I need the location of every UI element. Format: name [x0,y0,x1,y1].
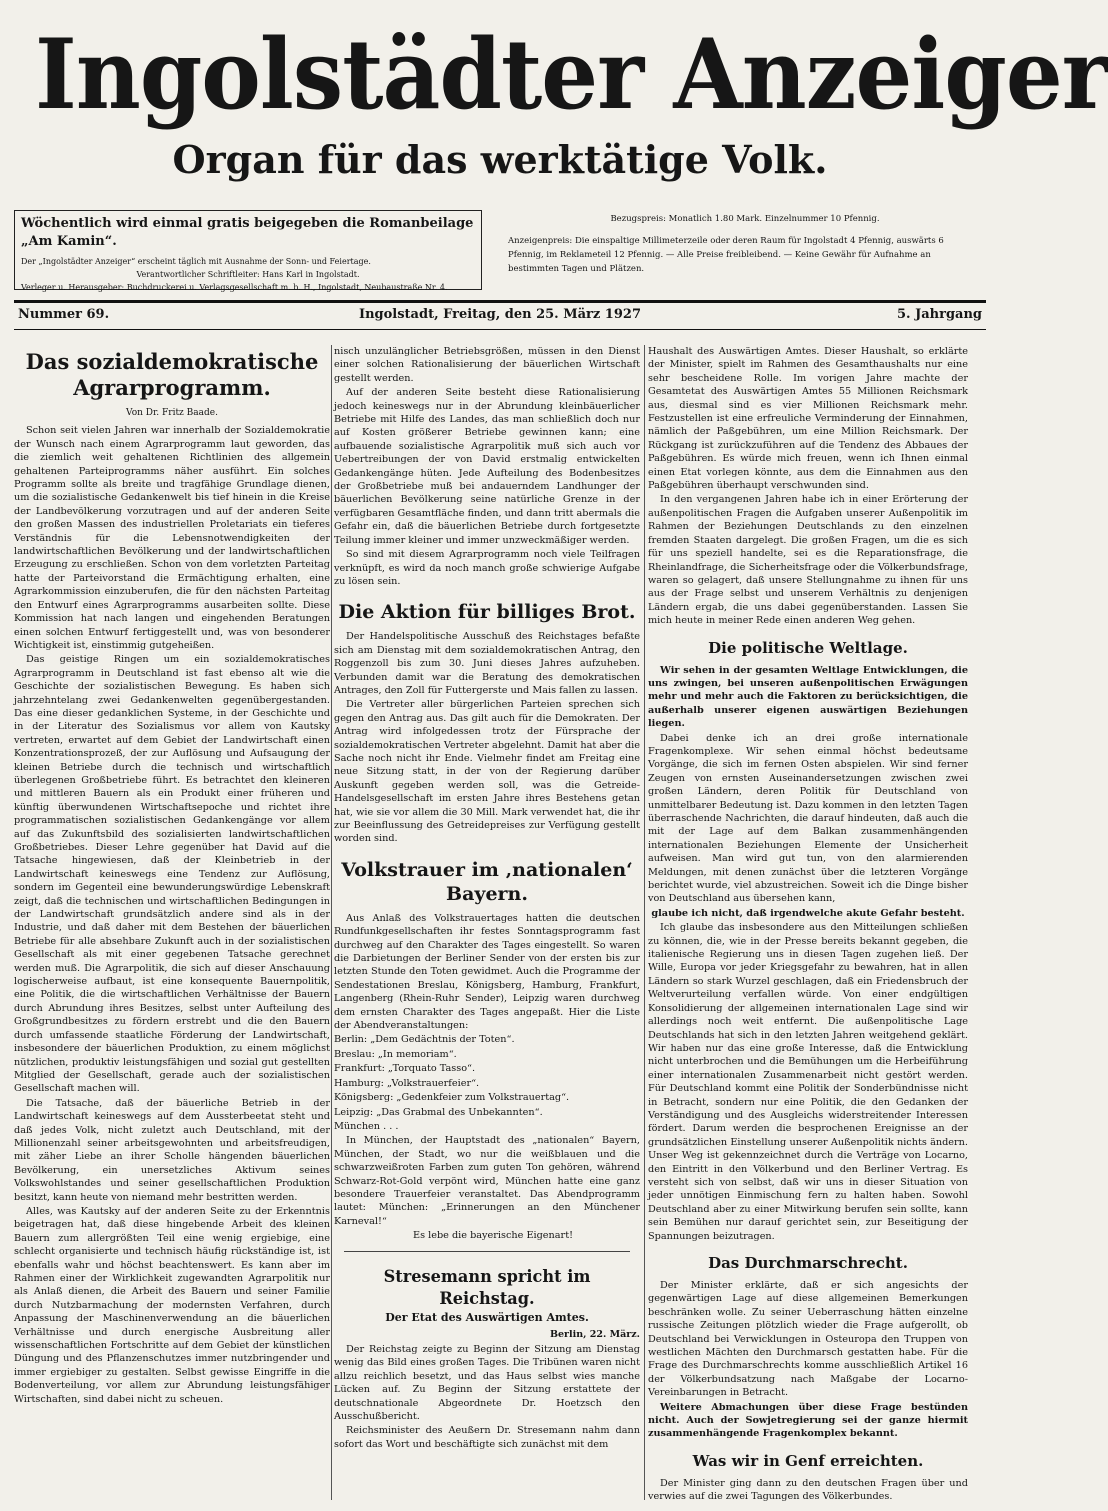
column-2 [334,345,640,1505]
article-paragraph: Der Minister erklärte, daß er sich angesichts der gegenwärtigen Lage auf diese allgemeinen Bemerkungen beschränken wolle. Zu seiner Ueberraschung hätten einzelne russische Zeitungen plötzlich wieder die Frage aufgerollt, ob Deutschland bei Verwicklungen in Osteuropa den Truppen von westlichen Mächten den Durchmarsch gestatten habe. Für die Frage des Durchmarschrechts komme ausschließlich Artikel 16 der Völkerbundsatzung nach Maßgabe der Locarno-Vereinbarungen in Betracht. [648,1280,968,1399]
newspaper-subtitle: Organ für das werktätige Volk. [172,137,828,182]
article-paragraph: Aus Anlaß des Volkstrauertages hatten die deutschen Rundfunkgesellschaften ihr festes Sonntagsprogramm fast durchweg auf den Charakter des Tages eingestellt. So waren die Darbietungen der Berliner Sender von der ersten bis zur letzten Stunde den Toten gewidmet. Auch die Programme der Sendestationen Breslau, Königsberg, Hamburg, Frankfurt, Langenberg (Rhein-Ruhr Sender), Leipzig waren durchweg dem ernsten Charakter des Tages angepaßt. Hier die Liste der Abendveranstaltungen: [334,912,640,1032]
info-box [14,210,482,290]
article-paragraph: Alles, was Kautsky auf der anderen Seite zu der Erkenntnis beigetragen hat, daß diese hingebende Arbeit des kleinen Bauern zum allergrößten Teil eine wenig ergiebige, eine schlecht organisierte und technisch häufig rückständige ist, ist ebenfalls wahr und höchst beachtenswert. Es kann aber im Rahmen einer der Wirklichkeit zugewandten Agrarpolitik nur als Anlaß dienen, die Arbeit des Bauern und seiner Familie durch Nutzbarmachung der modernsten Verfahren, durch Anpassung der Maschinenverwendung an die bäuerlichen Verhältnisse und durch energische Ausbreitung aller wissenschaftlichen Fortschritte auf dem Gebiet der künstlichen Düngung und des Pflanzenschutzes immer nutzbringender und immer ergiebiger zu gestalten. Selbst gewisse Eingriffe in die Bodenverteilung, vor allem zur Abrundung leistungsfähiger Wirtschaften, sind dabei nicht zu scheuen. [14,1205,330,1405]
column-3 [648,345,968,1505]
article-headline: Die Aktion für billiges Brot. [338,601,636,624]
publication-note: Der „Ingolstädter Anzeiger“ erscheint täglich mit Ausnahme der Sonn- und Feiertage. [21,257,371,266]
article-paragraph: Schon seit vielen Jahren war innerhalb der Sozialdemokratie der Wunsch nach einem Agrarprogramm laut geworden, das die ziemlich weit gehaltenen Richtlinien des allgemein gehaltenen Parteiprogramms näher ausführt. Ein solches Programm sollte als breite und tragfähige Grundlage dienen, um die sozialistische Gedankenwelt bis tief hinein in die Kreise der Landbevölkerung vorzutragen und auf der anderen Seite den großen Massen des industriellen Proletariats ein tieferes Verständnis für die Lebensnotwendigkeiten der landwirtschaftlichen Bevölkerung und der landwirtschaftlichen Erzeugung zu erschließen. Schon von dem vorletzten Parteitag hatte der Parteivorstand die Ermächtigung erhalten, eine Agrarkommission einzuberufen, die für den nächsten Parteitag den Entwurf eines Agrarprogramms ausarbeiten sollte. Diese Kommission hat nach langen und eingehenden Beratungen einen solchen Entwurf fertiggestellt und, was von besonderer Wichtigkeit ist, einstimmig gutgeheißen. [14,425,330,651]
article-paragraph: Dabei denke ich an drei große internationale Fragenkomplexe. Wir sehen einmal höchst bedeutsame Vorgänge, die sich im fernen Osten abspielen. Wir sind ferner Zeugen von ernsten Auseinandersetzungen zwischen zwei großen Ländern, deren Politik für Deutschland von unmittelbarer Bedeutung ist. Dazu kommen in den letzten Tagen überraschende Nachrichten, die darauf hindeuten, daß auch die mit der Lage auf dem Balkan zusammenhängenden internationalen Beziehungen Elemente der Unsicherheit aufweisen. Man wird gut tun, von den alarmierenden Meldungen, mit denen zunächst über die letzteren Vorgänge berichtet wurde, viel abzustreichen. Soweit ich die Dinge bisher von Deutschland aus übersehen kann, [648,732,968,905]
article-subheadline: Der Etat des Auswärtigen Amtes. [385,1310,589,1324]
article-paragraph: Der Minister ging dann zu den deutschen Fragen über und verwies auf die zwei Tagungen des Völkerbundes. [648,1477,968,1503]
article-paragraph: In den vergangenen Jahren habe ich in einer Erörterung der außenpolitischen Fragen die Aufgaben unserer Außenpolitik im Rahmen der Beziehungen Deutschlands zu den einzelnen fremden Staaten dargelegt. Die großen Fragen, um die es sich für uns speziell handelte, sei es die Reparationsfrage, die Rheinlandfrage, die Sicherheitsfrage oder die Völkerbundsfrage, waren so gelagert, daß unsere Stellungnahme zu ihnen für uns aus der Frage selbst und unserem Verhältnis zu denjenigen Ländern ergab, die uns dabei gegenüberstanden. Lassen Sie mich heute in meiner Rede einen anderen Weg gehen. [648,494,968,627]
editor-note: Verantwortlicher Schriftleiter: Hans Karl in Ingolstadt. [136,270,360,279]
article-byline: Von Dr. Fritz Baade. [126,408,218,418]
program-item: Leipzig: „Das Grabmal des Unbekannten“. [334,1106,543,1118]
publisher-info [14,210,986,295]
issue-year: 5. Jahrgang [896,307,982,322]
newspaper-title: Ingolstädter Anzeiger [35,18,1108,131]
program-item: Königsberg: „Gedenkfeier zum Volkstrauertag“. [334,1092,570,1104]
article-paragraph: Auf der anderen Seite besteht diese Rationalisierung jedoch keineswegs nur in der Abrundung kleinbäuerlicher Betriebe mit Hilfe des Landes, das man schließlich doch nur auf Kosten größerer Betriebe gewinnen kann; eine aufbauende sozialistische Agrarpolitik muß sich auch vor Uebertreibungen der von David erstmalig entwickelten Gedankengänge hüten. Jede Aufteilung des Bodenbesitzes der Großbetriebe muß bei andauerndem Landhunger der bäuerlichen Bevölkerung seine natürliche Grenze in der verfügbaren Gesamtfläche finden, und dann tritt abermals die Gefahr ein, daß die bäuerlichen Betriebe durch fortgesetzte Teilung immer kleiner und immer unzweckmäßiger werden. [334,387,640,546]
article-paragraph: So sind mit diesem Agrarprogramm noch viele Teilfragen verknüpft, es wird da noch manch große schwierige Aufgabe zu lösen sein. [334,549,640,587]
article-headline: Das sozialdemokratische Agrarprogramm. [25,349,319,400]
article-paragraph: Der Reichstag zeigte zu Beginn der Sitzung am Dienstag wenig das Bild eines großen Tages. Die Tribünen waren nicht allzu reichlich besetzt, und das Haus selbst wies manche Lücken auf. Zu Beginn der Sitzung erstattete der deutschnationale Abgeordnete Dr. Hoetzsch den Ausschußbericht. [334,1343,640,1422]
article-headline: Volkstrauer im ‚nationalen‘ Bayern. [341,858,633,905]
article-paragraph: Haushalt des Auswärtigen Amtes. Dieser Haushalt, so erklärte der Minister, spielt im Rahmen des Gesamthaushalts nur eine sehr bescheidene Rolle. Im vorigen Jahre machte der Gesamtetat des Auswärtigen Amtes 55 Millionen Reichsmark aus, diesmal sind es vier Millionen Reichsmark mehr. Festzustellen ist eine erfreuliche Verminderung der Einnahmen, nämlich der Paßgebühren, um eine Million Reichsmark. Der Rückgang ist zurückzuführen auf die Tendenz des Abbaues der Paßgebühren. Es würde mich freuen, wenn ich Ihnen einmal einen Etat vorlegen könnte, aus dem die Einnahmen aus den Paßgebühren überhaupt verschwunden sind. [648,346,968,492]
masthead [0,0,1108,205]
article-paragraph: Es lebe die bayerische Eigenart! [413,1230,573,1242]
article-paragraph: Weitere Abmachungen über diese Frage bestünden nicht. Auch der Sowjetregierung sei der ganze hiermit zusammenhängende Fragenkomplex bekannt. [648,1401,968,1440]
program-item: Hamburg: „Volkstrauerfeier“. [334,1077,480,1089]
ad-prices: Anzeigenpreis: Die einspaltige Millimeterzeile oder deren Raum für Ingolstadt 4 Pfennig, auswärts 6 Pfennig, im Reklameteil 12 Pfennig. — Alle Preise freibleibend. — Keine Gewähr für Aufnahme an bestimmten Tagen und Plätzen. [508,236,944,274]
article-paragraph: Reichsminister des Aeußern Dr. Stresemann nahm dann sofort das Wort und beschäftigte sich zunächst mit dem [334,1425,640,1450]
section-divider [344,1251,630,1252]
article-paragraph: Das geistige Ringen um ein sozialdemokratisches Agrarprogramm in Deutschland ist fast ebenso alt wie die Geschichte der sozialistischen Bewegung. Es haben sich jahrzehntelang zwei Gedankenwelten gegenübergestanden. Das eine dieser gedanklichen Systeme, in der Geschichte und in der Literatur des Sozialismus vor allem von Kautsky vertreten, erwartet auf dem Gebiet der Landwirtschaft einen Konzentrationsprozeß, der zur Auflösung und Aufsaugung der kleinen Betriebe durch die technisch und wirtschaftlich überlegenen Großbetriebe führt. Es betrachtet den kleineren und mittleren Bauern als ein Produkt einer früheren und künftig überwundenen Wirtschaftsepoche und richtet ihre programmatischen sozialistischen Gedankengänge vor allem auf das Zukunftsbild des sozialisierten landwirtschaftlichen Großbetriebes. Dieser Lehre gegenüber hat David auf die Tatsache hingewiesen, daß der Kleinbetrieb in der Landwirtschaft keineswegs eine Tendenz zur Auflösung, sondern im Gegenteil eine bewunderungswürdige Lebenskraft zeigt, daß die technischen und wirtschaftlichen Bedingungen in der Landwirtschaft grundsätzlich andere sind als in der Industrie, und daß daher mit dem Bestehen der bäuerlichen Betriebe für alle absehbare Zukunft auch in der sozialistischen Gesellschaft als mit einer gegebenen Tatsache gerechnet werden muß. Die Agrarpolitik, die sich auf dieser Anschauung logischerweise aufbaut, ist eine konsequente Bauernpolitik, eine Politik, die die wirtschaftlichen Verhältnisse der Bauern durch Abrundung ihres Besitzes, selbst unter Aufteilung des Großgrundbesitzes zu fördern erstrebt und die den Bauern durch umfassende staatliche Förderung der Landwirtschaft, insbesondere der bäuerlichen Produktion, zu einem möglichst nützlichen, produktiv leistungsfähigen und sozial gut gestellten Mitglied der Gesellschaft, gerade auch der sozialistischen Gesellschaft machen will. [14,654,330,1095]
program-item: Berlin: „Dem Gedächtnis der Toten“. [334,1034,515,1046]
column-divider [331,345,332,1500]
subscription-price: Bezugspreis: Monatlich 1.80 Mark. Einzelnummer 10 Pfennig. [610,214,880,224]
article-paragraph: Die Tatsache, daß der bäuerliche Betrieb in der Landwirtschaft keineswegs auf dem Aussterbeetat steht und daß jedes Volk, nicht zuletzt auch Deutschland, mit der Millionenzahl seiner arbeitsgewohnten und arbeitsfreudigen, mit zäher Liebe an ihrer Scholle hängenden bäuerlichen Bevölkerung, ein unersetzliches Aktivum seines Volkswohlstandes und seiner gesellschaftlichen Produktion besitzt, kann heute von niemand mehr bestritten werden. [14,1097,330,1203]
article-paragraph: Die Vertreter aller bürgerlichen Parteien sprechen sich gegen den Antrag aus. Das gilt auch für die Demokraten. Der Antrag wird infolgedessen trotz der Fürsprache der sozialdemokratischen Vertreter abgelehnt. Damit hat aber die Sache noch nicht ihr Ende. Vielmehr findet am Freitag eine neue Sitzung statt, in der von der Regierung darüber Auskunft gegeben werden soll, was die Getreide-Handelsgesellschaft im ersten Jahre ihres Bestehens getan hat, wie sie vor allem die 30 Mill. Mark verwendet hat, die ihr zur Beeinflussung des Getreidepreises zur Verfügung gestellt worden sind. [334,699,640,845]
section-subheading: Was wir in Genf erreichten. [692,1451,924,1470]
article-paragraph: nisch unzulänglicher Betriebsgrößen, müssen in den Dienst einer solchen Rationalisierung der bäuerlichen Wirtschaft gestellt werden. [334,346,640,384]
column-1 [14,345,330,1505]
article-paragraph: Der Handelspolitische Ausschuß des Reichstages befaßte sich am Dienstag mit dem sozialdemokratischen Antrag, den Roggenzoll bis zum 30. Juni dieses Jahres aufzuheben. Verbunden damit war die Beratung des demokratischen Antrages, den Zoll für Futtergerste und Mais fallen zu lassen. [334,631,640,696]
article-paragraph: Ich glaube das insbesondere aus den Mitteilungen schließen zu können, die, wie in der Presse bereits bekannt gegeben, die italienische Regierung uns in diesen Tagen zugehen ließ. Der Wille, Europa vor jeder Kriegsgefahr zu bewahren, hat in allen Ländern so stark Wurzel geschlagen, daß ein Friedensbruch der Weltverurteilung verfallen würde. Von einer endgültigen Konsolidierung der allgemeinen internationalen Lage sind wir allerdings noch weit entfernt. Die außenpolitische Lage Deutschlands hat sich in den letzten Jahren weitgehend geklärt. Wir haben nur das eine große Interesse, daß die Entwicklung nicht unterbrochen und die Bemühungen um die Herbeiführung einer internationalen Zusammenarbeit nicht gestört werden. Für Deutschland kommt eine Politik der Sonderbündnisse nicht in Betracht, sondern nur eine Politik, die den Gedanken der Verständigung und des Ausgleichs widerstreitender Interessen fördert. Darum werden die besprochenen Ereignisse an der grundsätzlichen Einstellung unserer Außenpolitik nichts ändern. Unser Weg ist gekennzeichnet durch die Verträge von Locarno, den Eintritt in den Völkerbund und den Berliner Vertrag. Es versteht sich von selbst, daß wir uns in dieser Situation von jeder unnötigen Einmischung fern zu halten haben. Sowohl Deutschland aber zu einer Mitwirkung berufen sein sollte, kann sein Bemühen nur darauf gerichtet sein, zur Beseitigung der Spannungen beizutragen. [648,922,968,1242]
program-item: Breslau: „In memoriam“. [334,1048,457,1060]
section-subheading: Die politische Weltlage. [708,638,908,657]
issue-bar [14,300,986,330]
article-paragraph: Wir sehen in der gesamten Weltlage Entwicklungen, die uns zwingen, bei unseren außenpolitischen Erwägungen mehr und mehr auch die Faktoren zu berücksichtigen, die außerhalb unserer eigenen auswärtigen Beziehungen liegen. [648,664,968,730]
publisher-note: Verleger u. Herausgeber: Buchdruckerei u. Verlagsgesellschaft m. b. H., Ingolstadt, Neubaustraße Nr. 4. [21,283,448,292]
section-subheading: Das Durchmarschrecht. [708,1254,908,1272]
article-paragraph: glaube ich nicht, daß irgendwelche akute Gefahr besteht. [651,907,965,919]
issue-date: Ingolstadt, Freitag, den 25. März 1927 [359,307,641,322]
article-headline: Stresemann spricht im Reichstag. [383,1266,591,1309]
article-paragraph: In München, der Hauptstadt des „nationalen“ Bayern, München, der Stadt, wo nur die weißblauen und die schwarzweißroten Farben zum guten Ton gehören, während Schwarz-Rot-Gold verpönt wird, München hatte eine ganz besondere Trauerfeier veranstaltet. Das Abendprogramm lautet: München: „Erinnerungen an den Münchener Karneval!“ [334,1135,640,1227]
weekly-supplement-note: Wöchentlich wird einmal gratis beigegeben die Romanbeilage „Am Kamin“. [21,216,474,249]
program-item: München . . . [334,1120,399,1132]
prices-box [504,210,986,290]
issue-number: Nummer 69. [18,307,110,322]
article-dateline: Berlin, 22. März. [549,1328,640,1340]
program-item: Frankfurt: „Torquato Tasso“. [334,1063,476,1075]
column-divider [644,345,645,1500]
